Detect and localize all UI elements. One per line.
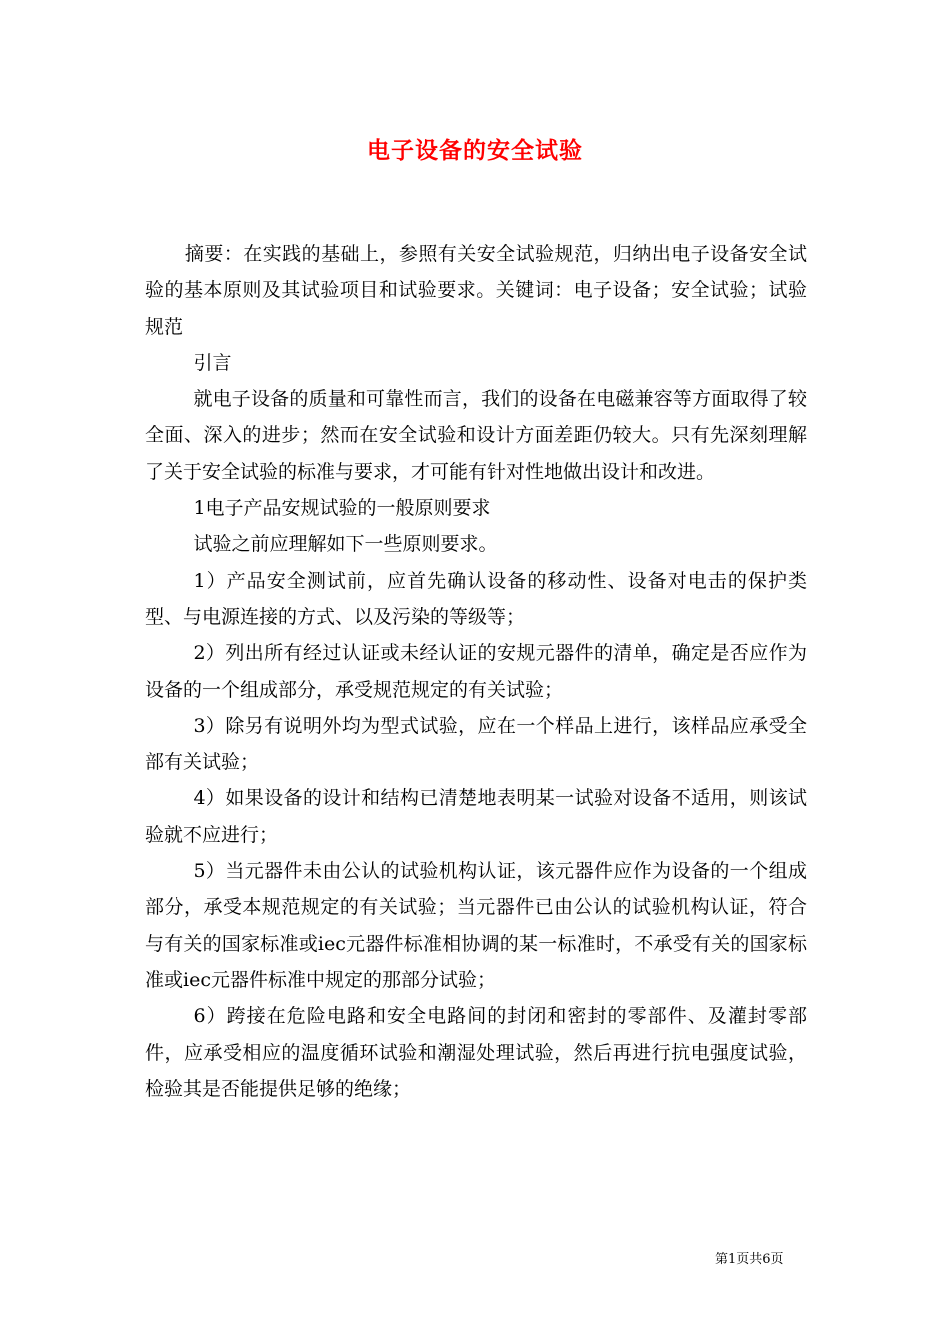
document-body xyxy=(145,236,807,1107)
list-item-5: 5）当元器件未由公认的试验机构认证，该元器件应作为设备的一个组成部分，承受本规范规定的有关试验；当元器件已由公认的试验机构认证，符合与有关的国家标准或iec元器件标准相协调的某一标准时，不承受有关的国家标准或iec元器件标准中规定的那部分试验； xyxy=(145,860,807,991)
abstract-paragraph: 摘要：在实践的基础上，参照有关安全试验规范，归纳出电子设备安全试验的基本原则及其试验项目和试验要求。关键词：电子设备；安全试验；试验规范 xyxy=(145,243,807,338)
list-item-2: 2）列出所有经过认证或未经认证的安规元器件的清单，确定是否应作为设备的一个组成部分，承受规范规定的有关试验； xyxy=(145,642,807,701)
list-item-6: 6）跨接在危险电路和安全电路间的封闭和密封的零部件、及灌封零部件，应承受相应的温度循环试验和潮湿处理试验，然后再进行抗电强度试验，检验其是否能提供足够的绝缘； xyxy=(145,1005,807,1100)
list-item-4: 4）如果设备的设计和结构已清楚地表明某一试验对设备不适用，则该试验就不应进行； xyxy=(145,787,807,846)
document-title: 电子设备的安全试验 xyxy=(367,137,583,164)
section-heading-1: 1电子产品安规试验的一般原则要求 xyxy=(193,497,491,520)
list-item-1: 1）产品安全测试前，应首先确认设备的移动性、设备对电击的保护类型、与电源连接的方式、以及污染的等级等； xyxy=(145,569,807,628)
page-number-footer: 第1页共6页 xyxy=(715,1252,784,1267)
body-paragraph: 就电子设备的质量和可靠性而言，我们的设备在电磁兼容等方面取得了较全面、深入的进步；然而在安全试验和设计方面差距仍较大。只有先深刻理解了关于安全试验的标准与要求，才可能有针对性地做出设计和改进。 xyxy=(145,388,807,483)
section-heading-introduction: 引言 xyxy=(193,351,232,374)
list-item-3: 3）除另有说明外均为型式试验，应在一个样品上进行，该样品应承受全部有关试验； xyxy=(145,714,807,774)
body-paragraph: 试验之前应理解如下一些原则要求。 xyxy=(193,533,498,556)
